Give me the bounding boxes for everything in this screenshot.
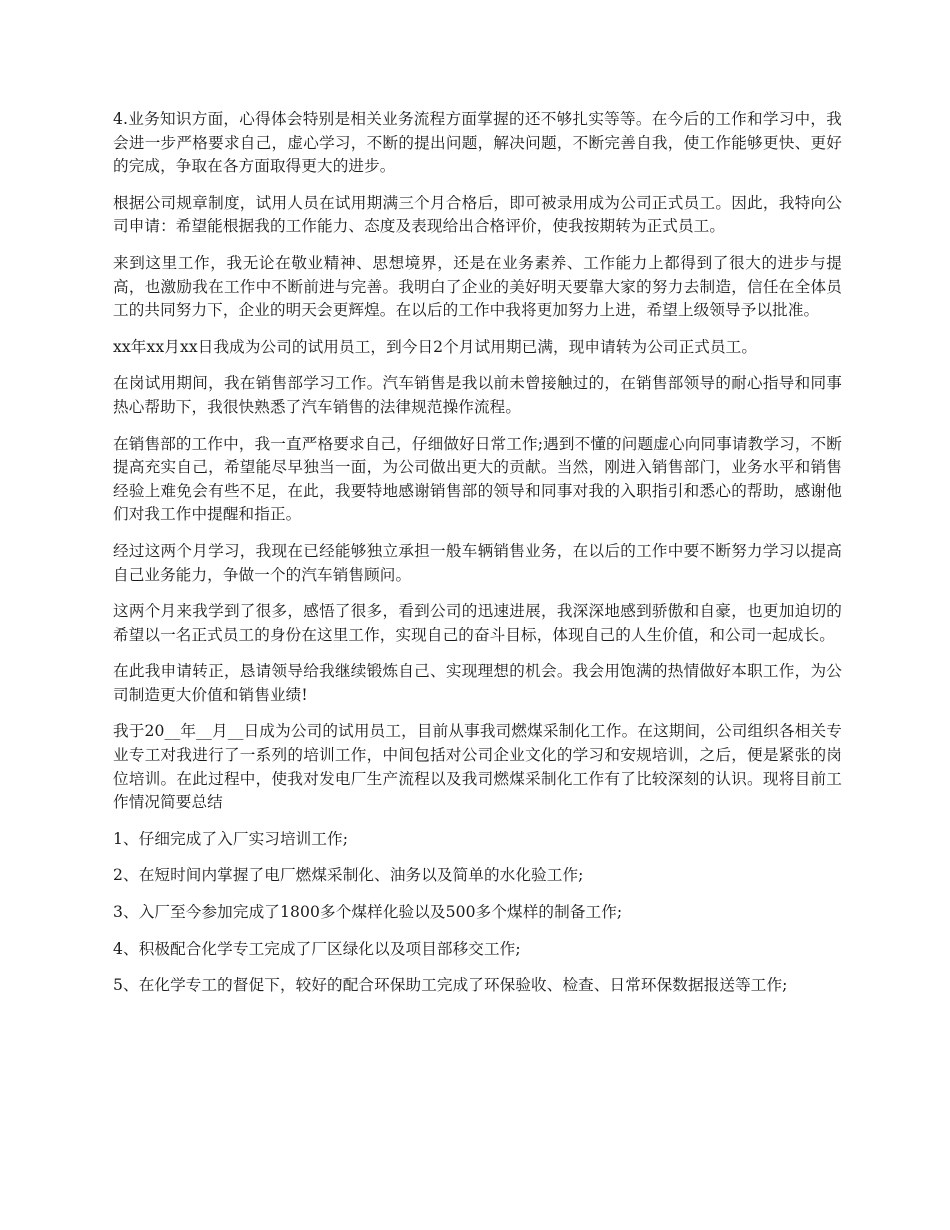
paragraph-two-months-study: 经过这两个月学习，我现在已经能够独立承担一般车辆销售业务，在以后的工作中要不断努力学习以提高自己业务能力，争做一个的汽车销售顾问。 — [113, 541, 842, 584]
paragraph-apply-regular: 在此我申请转正，恳请领导给我继续锻炼自己、实现理想的机会。我会用饱满的热情做好本职工作，为公司制造更大价值和销售业绩! — [113, 662, 842, 704]
paragraph-trial-start: xx年xx月xx日我成为公司的试用员工，到今日2个月试用期已满，现申请转为公司正式员工。 — [113, 337, 758, 356]
paragraph-business-knowledge: 4.业务知识方面，心得体会特别是相关业务流程方面掌握的还不够扎实等等。在今后的工作和学习中，我会进一步严格要求自己，虚心学习，不断的提出问题，解决问题，不断完善自我，使工作能够更快、更好的完成，争取在各方面取得更大的进步。 — [113, 110, 842, 176]
list-item-4: 4、积极配合化学专工完成了厂区绿化以及项目部移交工作; — [113, 939, 521, 958]
paragraph-learned-much: 这两个月来我学到了很多，感悟了很多，看到公司的迅速进展，我深深地感到骄傲和自豪，也更加迫切的希望以一名正式员工的身份在这里工作，实现自己的奋斗目标，体现自己的人生价值，和公司一起成长。 — [113, 602, 842, 644]
paragraph-sales-department: 在岗试用期间，我在销售部学习工作。汽车销售是我以前未曾接触过的，在销售部领导的耐心指导和同事热心帮助下，我很快熟悉了汽车销售的法律规范操作流程。 — [113, 374, 842, 416]
paragraph-sales-work: 在销售部的工作中，我一直严格要求自己，仔细做好日常工作;遇到不懂的问题虚心向同事请教学习，不断提高充实自己，希望能尽早独当一面，为公司做出更大的贡献。当然，刚进入销售部门，业务水平和销售经验上难免会有些不足，在此，我要特地感谢销售部的领导和同事对我的入职指引和悉心的帮助，感谢他们对我工作中提醒和指正。 — [113, 434, 842, 524]
list-item-5: 5、在化学专工的督促下，较好的配合环保助工完成了环保验收、检查、日常环保数据报送等工作; — [113, 976, 788, 995]
list-item-3: 3、入厂至今参加完成了1800多个煤样化验以及500多个煤样的制备工作; — [113, 903, 623, 922]
paragraph-work-progress: 来到这里工作，我无论在敬业精神、思想境界，还是在业务素养、工作能力上都得到了很大的进步与提高，也激励我在工作中不断前进与完善。我明白了企业的美好明天要靠大家的努力去制造，信任在全体员工的共同努力下，企业的明天会更辉煌。在以后的工作中我将更加努力上进，希望上级领导予以批准。 — [113, 253, 842, 320]
paragraph-coal-sampling-intro: 我于20__年__月__日成为公司的试用员工，目前从事我司燃煤采制化工作。在这期间，公司组织各相关专业专工对我进行了一系列的培训工作，中间包括对公司企业文化的学习和安规培训，之后，便是紧张的岗位培训。在此过程中，使我对发电厂生产流程以及我司燃煤采制化工作有了比较深刻的认识。现将目前工作情况简要总结 — [113, 722, 842, 812]
list-item-1: 1、仔细完成了入厂实习培训工作; — [113, 829, 349, 848]
list-item-2: 2、在短时间内掌握了电厂燃煤采制化、油务以及简单的水化验工作; — [113, 866, 584, 885]
paragraph-company-rules: 根据公司规章制度，试用人员在试用期满三个月合格后，即可被录用成为公司正式员工。因此，我特向公司申请：希望能根据我的工作能力、态度及表现给出合格评价，使我按期转为正式员工。 — [113, 193, 842, 236]
